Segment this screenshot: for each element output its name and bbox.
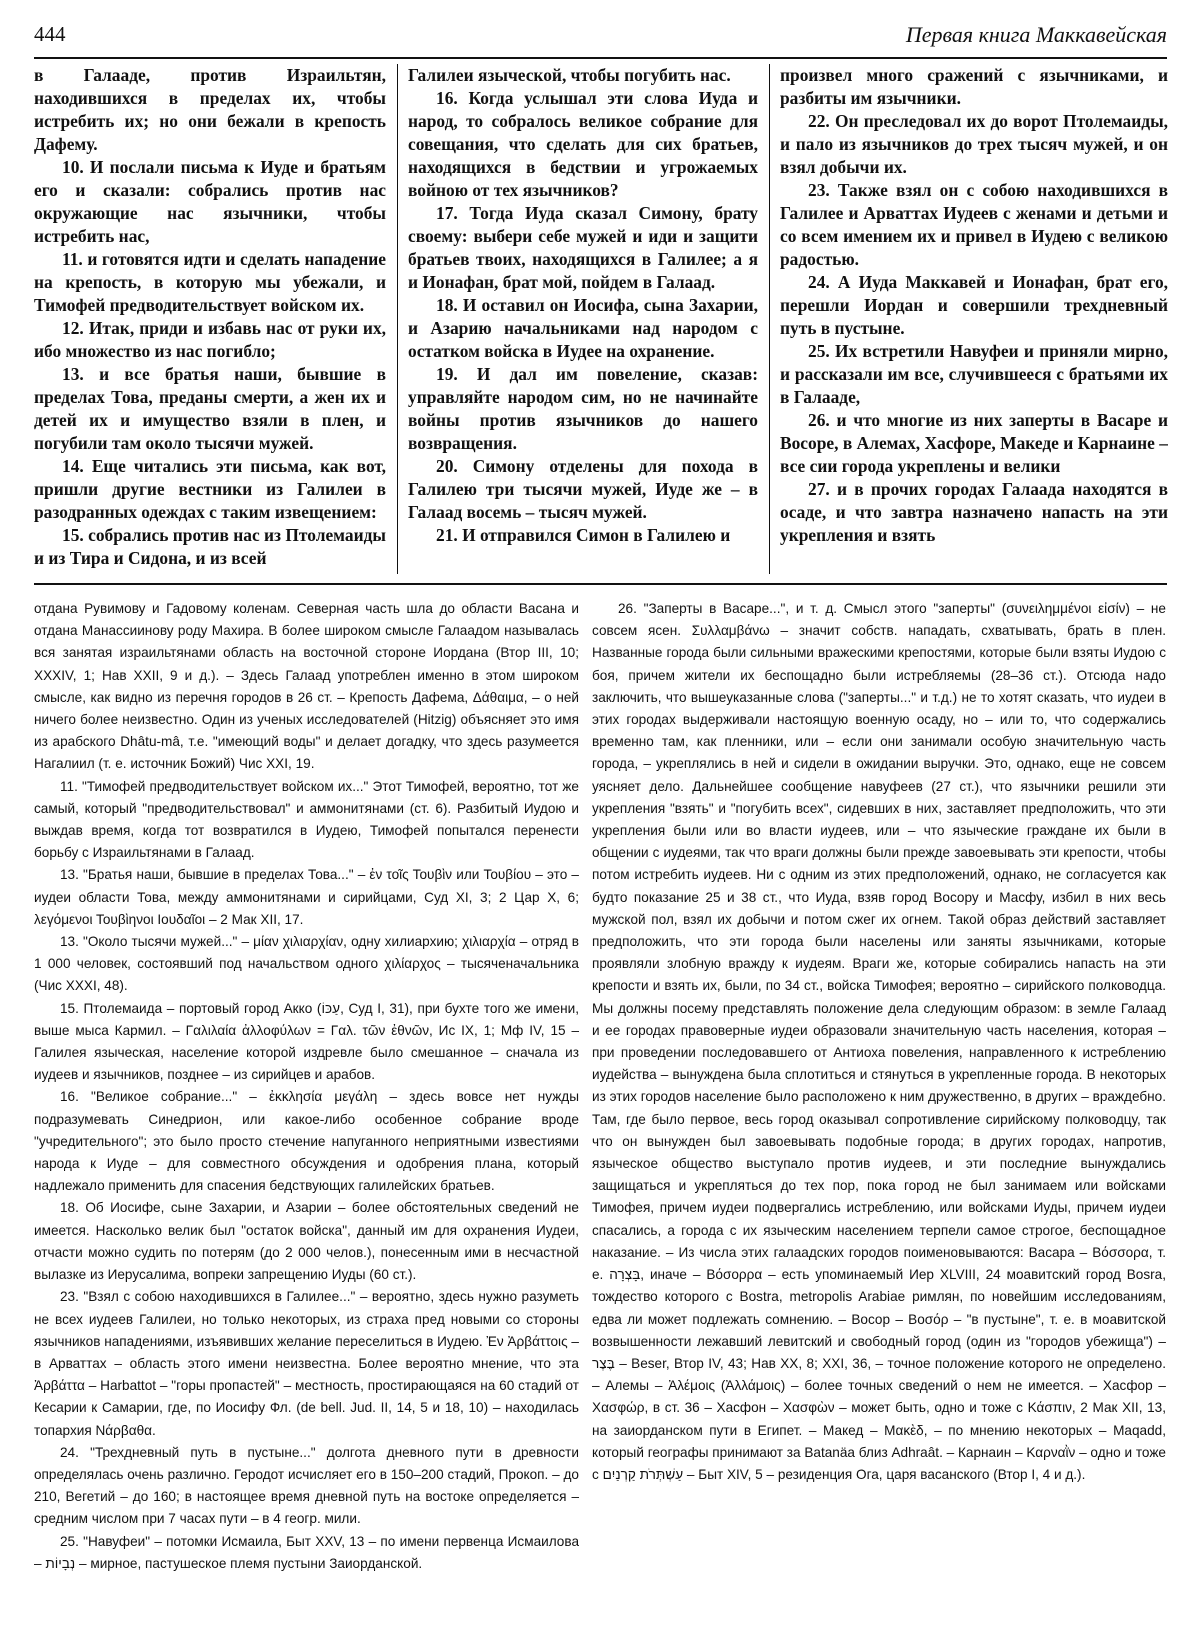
verse-paragraph: 13. и все братья наши, бывшие в пределах Това, преданы смерти, а жен их и детей их и имущество взяли в плен, и погубили там около тысячи мужей. bbox=[34, 364, 386, 453]
commentary-paragraph: 25. "Навуфеи" – потомки Исмаила, Быт XXV, 13 – по имени первенца Исмаилова – נְבָיוֹת – мирное, пастушеское племя пустыни Заиорданской. bbox=[34, 1533, 579, 1571]
verse-paragraph: 26. и что многие из них заперты в Васаре и Восоре, в Алемах, Хасфоре, Македе и Карнаине – все сии города укреплены и велики bbox=[780, 410, 1168, 476]
verse-paragraph: 20. Симону отделены для похода в Галилею три тысячи мужей, Иуде же – в Галаад восемь – тысяч мужей. bbox=[408, 456, 758, 522]
commentary-column-2 bbox=[592, 598, 1166, 1618]
verse-paragraph: 10. И послали письма к Иуде и братьям его и сказали: собрались против нас окружающие нас язычники, чтобы истребить нас, bbox=[34, 157, 386, 246]
verse-paragraph: 17. Тогда Иуда сказал Симону, брату своему: выбери себе мужей и иди и защити братьев твоих, находящихся в Галилее; а я и Ионафан, брат мой, пойдем в Галаад. bbox=[408, 203, 758, 292]
notes-separator bbox=[34, 583, 1167, 585]
commentary-paragraph: 23. "Взял с собою находившихся в Галилее..." – вероятно, здесь нужно разуметь не всех иудеев Галилеи, но только некоторых, из страха пред новыми со стороны язычников нападениями, изъявивших желание переселиться в Иудею. Ἐν Ἀρβάττοις – в Арваттах – область этого имени неизвестна. Более вероятно мнение, что эта Ἀρβάττα – Harbattot – "горы пропастей" – местность, простирающаяся на 60 стадий от Кесарии к Самарии, где, по Иосифу Фл. (de bell. Jud. II, 14, 5 и 18, 10) – находилась топархия Νάρβαθα. bbox=[34, 1289, 579, 1438]
verse-paragraph: 18. И оставил он Иосифа, сына Захарии, и Азарию начальниками над народом с остатком войска в Иудее на охранение. bbox=[408, 295, 758, 361]
commentary-paragraph: 13. "Братья наши, бывшие в пределах Това..." – ἐν τοῖς Τουβὶν или Τουβίου – это – иудеи области Това, между аммонитянами и сирийцами, Суд XI, 3; 2 Цар X, 6; λεγόμενοι Τουβὶηνοι Ιουδαῖοι – 2 Мак XII, 17. bbox=[34, 867, 579, 927]
header-rule bbox=[34, 57, 1167, 59]
verse-paragraph: Галилеи языческой, чтобы погубить нас. bbox=[408, 65, 731, 85]
commentary-column-1 bbox=[34, 598, 579, 1618]
verse-paragraph: 16. Когда услышал эти слова Иуда и народ, то собралось великое собрание для совещания, что сделать для сих братьев, находящихся в бедствии и угрожаемых войною от тех язычников? bbox=[408, 88, 758, 200]
running-title: Первая книга Маккавейская bbox=[905, 22, 1167, 47]
commentary-paragraph: 16. "Великое собрание..." – ἐκκλησία μεγάλη – здесь вовсе нет нужды подразумевать Синедрион, или какое-либо особенное собрание вроде "учредительного"; это было просто стечение напуганного неприятными известиями народа к Иуде – для совместного обсуждения и одобрения плана, который надлежало применить для спасения бедствующих галилейских братьев. bbox=[34, 1089, 579, 1194]
commentary-paragraph: 24. "Трехдневный путь в пустыне..." долгота дневного пути в древности определялась очень различно. Геродот исчисляет его в 150–200 стадий, Прокоп. – до 210, Вегетий – до 160; в настоящее время дневной путь на востоке определяется – средним числом при 7 часах пути – в 4 геогр. мили. bbox=[34, 1444, 579, 1527]
verse-paragraph: 27. и в прочих городах Галаада находятся в осаде, и что завтра назначено напасть на эти укрепления и взять bbox=[780, 479, 1168, 545]
commentary-paragraph: отдана Рувимову и Гадовому коленам. Северная часть шла до области Васана и отдана Манассиинову роду Махира. В более широком смысле Галаадом называлась вся занятая израильтянами область на восточной стороне Иордана (Втор III, 10; XXXIV, 1; Нав XXII, 9 и д.). – Здесь Галаад употреблен именно в этом широком смысле, как видно из перечня городов в 26 ст. – Крепость Дафема, Δάθαιμα, – о ней ничего более неизвестно. Один из ученых исследователей (Hitzig) объясняет это имя из арабского Dhâtu-mâ, т.е. "имеющий воды" и делает догадку, что здесь разумеется Нагалиил (т. е. источник Божий) Чис XXI, 19. bbox=[34, 601, 579, 772]
verse-paragraph: 11. и готовятся идти и сделать нападение на крепость, в которую мы убежали, и Тимофей предводительствует войском их. bbox=[34, 249, 386, 315]
verse-paragraph: 24. А Иуда Маккавей и Ионафан, брат его, перешли Иордан и совершили трехдневный путь в пустыне. bbox=[780, 272, 1168, 338]
verse-paragraph: 21. И отправился Симон в Галилею и bbox=[436, 525, 731, 545]
verse-paragraph: в Галааде, против Израильтян, находившихся в пределах их, чтобы истребить их; но они бежали в крепость Дафему. bbox=[34, 65, 386, 154]
commentary-paragraph: 18. Об Иосифе, сыне Захарии, и Азарии – более обстоятельных сведений не имеется. Насколько велик был "остаток войска", данный им для охранения Иудеи, отчасти можно судить по потерям (до 2 000 челов.), понесенным ими в несчастной вылазке из Иерусалима, вопреки запрещению Иуды (60 ст.). bbox=[34, 1200, 579, 1283]
verse-paragraph: 23. Также взял он с собою находившихся в Галилее и Арваттах Иудеев с женами и детьми и со всем имением их и привел в Иудею с великою радостью. bbox=[780, 180, 1168, 269]
text-column-3 bbox=[780, 64, 1168, 576]
verse-paragraph: 22. Он преследовал их до ворот Птолемаиды, и пало из язычников до трех тысяч мужей, и он взял добычи их. bbox=[780, 111, 1168, 177]
column-rule bbox=[769, 64, 770, 574]
text-column-1 bbox=[34, 64, 386, 576]
commentary-paragraph: 15. Птолемаида – портовый город Акко (עַכּוֹ, Суд I, 31), при бухте того же имени, выше мыса Кармил. – Γαλιλαία ἀλλοφύλων = Γαλ. τῶν ἐθνῶν, Ис IX, 1; Мф IV, 15 – Галилея языческая, население которой издревле было смешанное – сначала из иудеев и язычников, позднее – из сирийцев и арабов. bbox=[34, 1000, 579, 1083]
verse-paragraph: 12. Итак, приди и избавь нас от руки их, ибо множество из нас погибло; bbox=[34, 318, 386, 361]
verse-paragraph: 19. И дал им повеление, сказав: управляйте народом сим, но не начинайте войны против язычников до нашего возвращения. bbox=[408, 364, 758, 453]
column-rule bbox=[397, 64, 398, 574]
text-column-2 bbox=[408, 64, 758, 576]
verse-paragraph: произвел много сражений с язычниками, и разбиты им язычники. bbox=[780, 65, 1168, 108]
verse-paragraph: 14. Еще читались эти письма, как вот, пришли другие вестники из Галилеи в разодранных одеждах с таким извещением: bbox=[34, 456, 386, 522]
commentary-paragraph: 11. "Тимофей предводительствует войском их..." Этот Тимофей, вероятно, тот же самый, который "предводительствовал" и аммонитянами (ст. 6). Разбитый Иудою и выждав время, когда тот возвратился в Иудею, Тимофей попытался перенести борьбу с Израильтянами в Галаад. bbox=[34, 778, 579, 861]
page-number: 444 bbox=[34, 22, 66, 46]
verse-paragraph: 25. Их встретили Навуфеи и приняли мирно, и рассказали им все, случившееся с братьями их в Галааде, bbox=[780, 341, 1168, 407]
verse-paragraph: 15. собрались против нас из Птолемаиды и из Тира и Сидона, и из всей bbox=[34, 525, 386, 568]
commentary-paragraph: 13. "Около тысячи мужей..." – μίαν χιλιαρχίαν, одну хилиархию; χιλιαρχία – отряд в 1 000 человек, состоявший под начальством одного χιλίαρχος – тысяченачальника (Чис XXXI, 48). bbox=[34, 934, 579, 994]
page-header bbox=[34, 22, 1167, 58]
commentary-paragraph: 26. "Заперты в Васаре...", и т. д. Смысл этого "заперты" (συνειλημμένοι εἰσίν) – не совсем ясен. Συλλαμβάνω – значит собств. нападать, схватывать, брать в плен. Названные города были сильными вражескими крепостями, которые были взяты Иудою с боя, причем жители их беспощадно были истребляемы (28–36 ст.). Отсюда надо заключить, что вышеуказанные слова ("заперты..." и т.д.) не то хотят сказать, что иудеи в этих городах выдерживали настоящую военную осаду, но – или то, что содержались временно там, как пленники, или – если они занимали особую значительную часть города, – укреплялись в ней и сидели в ожидании выручки. Это, однако, еще не совсем уясняет дело. Дальнейшее сообщение навуфеев (27 ст.), что язычники решили эти укрепления "взять" и "погубить всех", сидевших в них, заставляет предположить, что эти укрепления были или во власти иудеев, или – что языческие граждане их были в общении с иудеями, так что враги должны были прежде завоевывать эти крепости, чтобы потом истребить иудеев. Ни с одним из этих предположений, однако, не согласуется как будто показание 25 и 38 ст., что Иуда, взяв город Восору и Масфу, избил в них весь мужской пол, взял их добычи и потом сжег их огнем. Такой образ действий заставляет предположить, что эти города были населены или заняты язычниками, которые проявляли злобную вражду к иудеям. Враги же, которые собирались напасть на эти крепости и взять их, были, по 34 ст., войска Тимофея; вероятно – сирийского полководца. Мы должны посему представлять положение дела следующим образом: в земле Галаад и ее городах правоверные иудеи образовали значительную часть населения, которая – при проведении последовавшего от Антиоха повеления, направленного к истреблению иудейства – вынуждена была сплотиться и стянуться в укрепленные города. В некоторых из этих городов население было расположено к ним дружественно, в других – враждебно. Там, где было первое, весь город оказывал сопротивление сирийскому полководцу, так что он вынужден был завоевывать подобные города; в других городах, напротив, языческое общество выступало против иудеев, и эти последние вынуждались защищаться и укрепляться до тех пор, пока город не был занимаем или войсками Тимофея, причем иудеи подвергались истреблению, или войсками Иуды, причем иудеи спасались, а города с их языческим населением терпели самое строгое, беспощадное наказание. – Из числа этих галаадских городов поименовываются: Васара – Βόσσορα, т. е. בָּצְרָה, иначе – Βόσορρα – есть упоминаемый Иер XLVIII, 24 моавитский город Bosra, тождество которого с Bostra, metropolis Arabiae римлян, по новейшим исследованиям, едва ли может подлежать сомнению. – Восор – Βοσόρ – "в пустыне", т. е. в моавитской возвышенности лежавший левитский и свободный город (один из "городов убежища") – בֶּצֶר – Beser, Втор IV, 43; Нав XX, 8; XXI, 36, – точное положение которого не определено. – Алемы – Ἀλέμοις (Ἀλλάμοις) – более точных сведений о нем не имеется. – Хасфор – Χασφώρ, в ст. 36 – Хасфон – Χασφὼν – может быть, одно и тоже с Κάσπιν, 2 Мак XII, 13, на заиорданском пути в Египет. – Макед – Μακὲδ, – по мнению некоторых – Maqadd, который географы принимают за Batanäa близ Adhraât. – Карнаин – Καρναῒν – одно и тоже с עַשְׁתְּרֹת קַרְנַיִם – Быт XIV, 5 – резиденция Ога, царя васанского (Втор I, 4 и д.). bbox=[592, 601, 1166, 1482]
